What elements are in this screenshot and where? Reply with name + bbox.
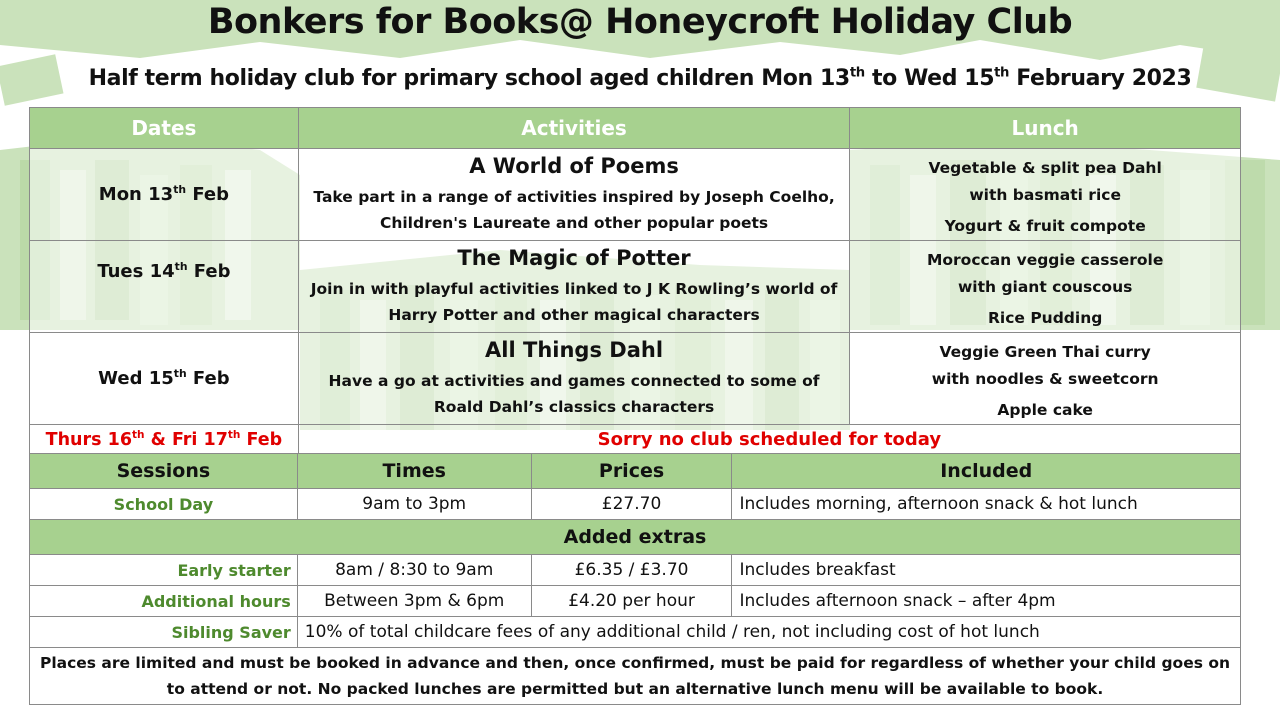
pricing-row-sibling-saver [30, 617, 1241, 648]
session-name: Early starter [30, 555, 298, 586]
no-club-sup-a: th [132, 428, 145, 441]
subtitle-text-middle: to Wed 15 [864, 66, 995, 91]
date-superscript: th [174, 260, 188, 273]
date-text: Tues 14 [97, 261, 175, 282]
header-sessions: Sessions [30, 454, 298, 489]
session-name: Additional hours [30, 586, 298, 617]
subtitle-text-end: February 2023 [1009, 66, 1192, 91]
schedule-header-row [30, 108, 1241, 149]
lunch-dessert: Rice Pudding [987, 308, 1103, 327]
activity-title: All Things Dahl [485, 337, 664, 362]
page-subtitle [0, 66, 1280, 91]
row-date [30, 149, 299, 241]
no-club-date-b: & Fri 17 [144, 429, 228, 450]
row-activity [298, 241, 850, 333]
date-superscript: th [173, 183, 187, 196]
session-time: 9am to 3pm [297, 489, 531, 520]
booking-terms-note: Places are limited and must be booked in advance and then, once confirmed, must be paid for regardless of whether your child goes on to attend or not. No packed lunches are permitted but an alternative lunch menu will be available to book. [30, 648, 1241, 705]
lunch-main-line-1: Moroccan veggie casserole [926, 250, 1164, 269]
no-club-message: Sorry no club scheduled for today [298, 425, 1240, 455]
row-lunch [850, 333, 1241, 425]
row-activity [298, 333, 850, 425]
header-prices: Prices [531, 454, 732, 489]
header-activities: Activities [298, 108, 850, 149]
row-activity [298, 149, 850, 241]
footer-row [30, 648, 1241, 705]
activity-description: Have a go at activities and games connected to some of Roald Dahl’s classics characters [328, 371, 820, 416]
session-name: School Day [30, 489, 298, 520]
row-lunch [850, 149, 1241, 241]
activity-description: Join in with playful activities linked to J K Rowling’s world of Harry Potter and other magical characters [310, 279, 838, 324]
date-suffix: Feb [187, 261, 231, 282]
date-superscript: th [173, 367, 187, 380]
date-text: Wed 15 [98, 368, 174, 389]
no-club-dates [30, 425, 299, 455]
header-times: Times [297, 454, 531, 489]
pricing-row-school-day [30, 489, 1241, 520]
schedule-table [29, 107, 1241, 455]
lunch-main-line-2: with basmati rice [969, 185, 1121, 204]
schedule-row [30, 241, 1241, 333]
row-date [30, 333, 299, 425]
session-name: Sibling Saver [30, 617, 298, 648]
pricing-header-row [30, 454, 1241, 489]
activity-title: The Magic of Potter [457, 245, 691, 270]
lunch-main-line-2: with giant couscous [957, 277, 1133, 296]
subtitle-superscript-2: th [994, 65, 1010, 81]
lunch-dessert: Yogurt & fruit compote [944, 216, 1146, 235]
page-title: Bonkers for Books@ Honeycroft Holiday Club [207, 2, 1073, 42]
lunch-main-line-1: Vegetable & split pea Dahl [928, 158, 1162, 177]
subtitle-superscript-1: th [849, 65, 865, 81]
session-included: Includes morning, afternoon snack & hot lunch [732, 489, 1241, 520]
lunch-dessert: Apple cake [997, 400, 1093, 419]
date-text: Mon 13 [98, 184, 174, 205]
header-lunch: Lunch [850, 108, 1241, 149]
schedule-row [30, 333, 1241, 425]
pricing-row-additional-hours [30, 586, 1241, 617]
lunch-main-line-2: with noodles & sweetcorn [931, 369, 1159, 388]
session-time: 8am / 8:30 to 9am [297, 555, 531, 586]
added-extras-row [30, 520, 1241, 555]
no-club-date-a: Thurs 16 [45, 429, 133, 450]
schedule-row [30, 149, 1241, 241]
activity-description: Take part in a range of activities inspired by Joseph Coelho, Children's Laureate and other popular poets [313, 187, 835, 232]
lunch-main-line-1: Veggie Green Thai curry [939, 342, 1151, 361]
date-suffix: Feb [186, 184, 229, 205]
row-lunch [850, 241, 1241, 333]
subtitle-text-start: Half term holiday club for primary school aged children Mon 13 [88, 66, 850, 91]
session-price: £27.70 [531, 489, 732, 520]
session-price: £6.35 / £3.70 [531, 555, 732, 586]
no-club-date-c: Feb [240, 429, 283, 450]
session-included: Includes afternoon snack – after 4pm [732, 586, 1241, 617]
pricing-table [29, 453, 1241, 705]
date-suffix: Feb [186, 368, 230, 389]
row-date [30, 241, 299, 333]
header-dates: Dates [30, 108, 299, 149]
sibling-saver-text: 10% of total childcare fees of any additional child / ren, not including cost of hot lunch [297, 617, 1240, 648]
no-club-sup-b: th [227, 428, 241, 441]
header-included: Included [732, 454, 1241, 489]
no-club-row [30, 425, 1241, 455]
session-included: Includes breakfast [732, 555, 1241, 586]
session-price: £4.20 per hour [531, 586, 732, 617]
pricing-row-early-starter [30, 555, 1241, 586]
session-time: Between 3pm & 6pm [297, 586, 531, 617]
added-extras-heading: Added extras [30, 520, 1241, 555]
activity-title: A World of Poems [469, 153, 679, 178]
